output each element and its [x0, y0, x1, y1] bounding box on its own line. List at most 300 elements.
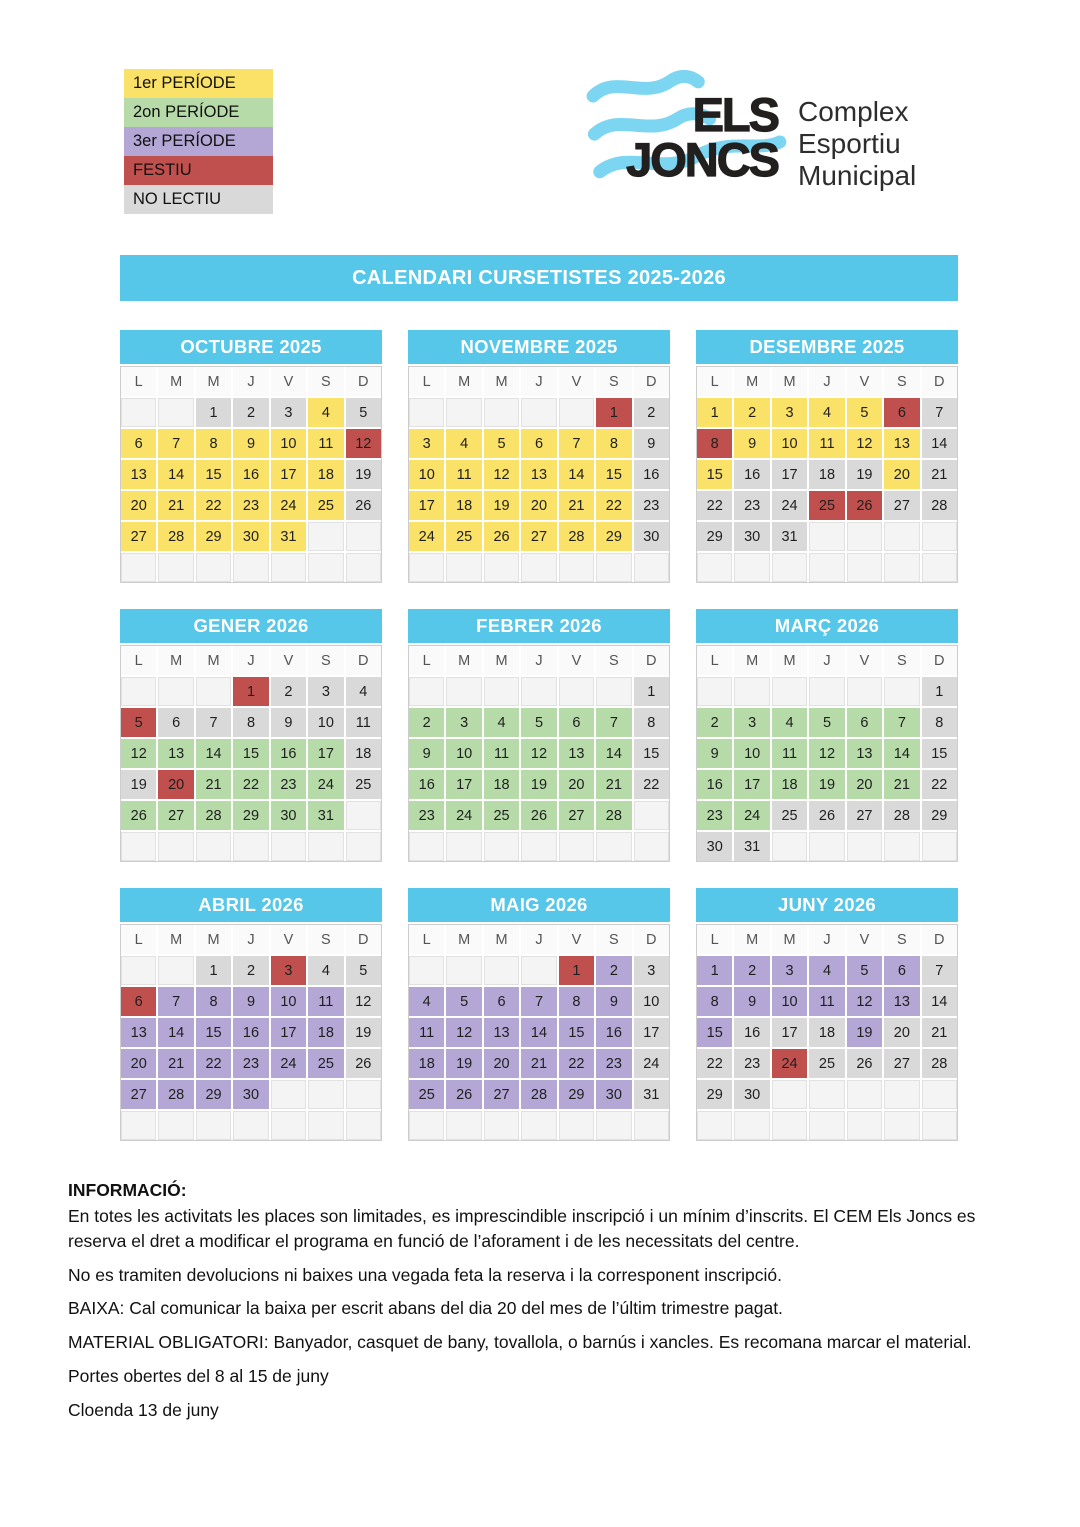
day-cell-30: 30	[734, 1080, 769, 1109]
empty-cell	[233, 832, 268, 861]
empty-cell	[484, 553, 519, 582]
month-title-juny-2026: JUNY 2026	[696, 888, 958, 922]
empty-cell	[308, 553, 343, 582]
day-cell-6: 6	[484, 987, 519, 1016]
day-cell-20: 20	[847, 770, 882, 799]
weekday-header: M	[446, 925, 481, 954]
empty-cell	[446, 832, 481, 861]
day-cell-17: 17	[772, 1018, 807, 1047]
day-cell-25: 25	[809, 1049, 844, 1078]
day-cell-27: 27	[521, 522, 556, 551]
day-cell-26: 26	[809, 801, 844, 830]
day-cell-11: 11	[308, 987, 343, 1016]
day-cell-1: 1	[922, 677, 957, 706]
day-cell-2: 2	[634, 398, 669, 427]
month-title-mar-2026: MARÇ 2026	[696, 609, 958, 643]
month-grid-maig-2026	[408, 924, 670, 1141]
month-mar-2026	[696, 609, 958, 862]
day-cell-29: 29	[596, 522, 631, 551]
day-cell-2: 2	[233, 956, 268, 985]
day-cell-23: 23	[271, 770, 306, 799]
empty-cell	[271, 1111, 306, 1140]
day-cell-7: 7	[158, 429, 193, 458]
day-cell-24: 24	[446, 801, 481, 830]
day-cell-27: 27	[884, 491, 919, 520]
day-cell-19: 19	[809, 770, 844, 799]
empty-cell	[884, 1111, 919, 1140]
day-cell-17: 17	[446, 770, 481, 799]
empty-cell	[697, 1111, 732, 1140]
day-cell-19: 19	[121, 770, 156, 799]
empty-cell	[521, 832, 556, 861]
empty-cell	[308, 832, 343, 861]
day-cell-2: 2	[233, 398, 268, 427]
empty-cell	[346, 832, 381, 861]
weekday-header: V	[559, 367, 594, 396]
weekday-header: M	[772, 367, 807, 396]
weekday-header: S	[884, 925, 919, 954]
empty-cell	[158, 553, 193, 582]
day-cell-11: 11	[809, 429, 844, 458]
weekday-header: L	[409, 925, 444, 954]
day-cell-15: 15	[196, 1018, 231, 1047]
empty-cell	[521, 956, 556, 985]
day-cell-16: 16	[596, 1018, 631, 1047]
empty-cell	[158, 1111, 193, 1140]
month-grid-desembre-2025	[696, 366, 958, 583]
empty-cell	[158, 677, 193, 706]
day-cell-27: 27	[121, 1080, 156, 1109]
day-cell-21: 21	[922, 1018, 957, 1047]
day-cell-6: 6	[884, 956, 919, 985]
day-cell-1: 1	[196, 956, 231, 985]
month-title-octubre-2025: OCTUBRE 2025	[120, 330, 382, 364]
day-cell-6: 6	[521, 429, 556, 458]
day-cell-22: 22	[559, 1049, 594, 1078]
day-cell-15: 15	[922, 739, 957, 768]
weekday-header: J	[809, 925, 844, 954]
months-grid	[120, 330, 958, 1141]
day-cell-16: 16	[734, 1018, 769, 1047]
day-cell-30: 30	[734, 522, 769, 551]
day-cell-30: 30	[697, 832, 732, 861]
weekday-header: M	[484, 367, 519, 396]
day-cell-2: 2	[409, 708, 444, 737]
day-cell-12: 12	[346, 987, 381, 1016]
day-cell-13: 13	[847, 739, 882, 768]
weekday-header: M	[734, 646, 769, 675]
day-cell-1: 1	[596, 398, 631, 427]
empty-cell	[308, 1111, 343, 1140]
day-cell-11: 11	[484, 739, 519, 768]
empty-cell	[346, 553, 381, 582]
empty-cell	[409, 1111, 444, 1140]
weekday-header: D	[346, 925, 381, 954]
month-maig-2026	[408, 888, 670, 1141]
empty-cell	[446, 1111, 481, 1140]
day-cell-17: 17	[271, 460, 306, 489]
empty-cell	[847, 832, 882, 861]
weekday-header: D	[922, 925, 957, 954]
logo	[582, 58, 982, 218]
empty-cell	[346, 1080, 381, 1109]
day-cell-28: 28	[922, 491, 957, 520]
weekday-header: V	[847, 646, 882, 675]
day-cell-18: 18	[308, 1018, 343, 1047]
day-cell-19: 19	[346, 1018, 381, 1047]
day-cell-27: 27	[559, 801, 594, 830]
weekday-header: D	[634, 367, 669, 396]
day-cell-27: 27	[884, 1049, 919, 1078]
day-cell-10: 10	[409, 460, 444, 489]
empty-cell	[634, 801, 669, 830]
day-cell-27: 27	[847, 801, 882, 830]
day-cell-2: 2	[734, 956, 769, 985]
day-cell-5: 5	[521, 708, 556, 737]
legend-item-festiu: FESTIU	[124, 156, 273, 185]
day-cell-8: 8	[922, 708, 957, 737]
weekday-header: L	[121, 367, 156, 396]
day-cell-28: 28	[521, 1080, 556, 1109]
month-grid-abril-2026	[120, 924, 382, 1141]
day-cell-5: 5	[346, 398, 381, 427]
day-cell-29: 29	[922, 801, 957, 830]
empty-cell	[196, 553, 231, 582]
empty-cell	[409, 398, 444, 427]
empty-cell	[484, 398, 519, 427]
day-cell-23: 23	[697, 801, 732, 830]
day-cell-7: 7	[559, 429, 594, 458]
day-cell-13: 13	[121, 1018, 156, 1047]
day-cell-21: 21	[596, 770, 631, 799]
logo-wordmark	[582, 88, 778, 186]
info-paragraph: En totes les activitats les places son limitades, es imprescindible inscripció i un mínim d’inscrits. El CEM Els Joncs es reserva el dret a modificar el programa en funció de l’aforament i de les necessitats del centre.	[68, 1205, 976, 1251]
empty-cell	[559, 553, 594, 582]
month-juny-2026	[696, 888, 958, 1141]
day-cell-25: 25	[484, 801, 519, 830]
day-cell-3: 3	[634, 956, 669, 985]
day-cell-4: 4	[308, 398, 343, 427]
weekday-header: J	[521, 367, 556, 396]
day-cell-24: 24	[734, 801, 769, 830]
month-febrer-2026	[408, 609, 670, 862]
weekday-header: S	[308, 925, 343, 954]
day-cell-27: 27	[121, 522, 156, 551]
empty-cell	[596, 832, 631, 861]
weekday-header: M	[484, 646, 519, 675]
day-cell-12: 12	[484, 460, 519, 489]
day-cell-16: 16	[697, 770, 732, 799]
empty-cell	[809, 522, 844, 551]
weekday-header: L	[697, 925, 732, 954]
day-cell-24: 24	[308, 770, 343, 799]
day-cell-26: 26	[446, 1080, 481, 1109]
day-cell-26: 26	[346, 491, 381, 520]
day-cell-20: 20	[884, 460, 919, 489]
day-cell-10: 10	[446, 739, 481, 768]
weekday-header: M	[772, 925, 807, 954]
empty-cell	[596, 1111, 631, 1140]
day-cell-5: 5	[484, 429, 519, 458]
day-cell-9: 9	[596, 987, 631, 1016]
day-cell-16: 16	[409, 770, 444, 799]
day-cell-14: 14	[521, 1018, 556, 1047]
day-cell-4: 4	[809, 398, 844, 427]
day-cell-3: 3	[772, 398, 807, 427]
legend-item-periode-1: 1er PERÍODE	[124, 69, 273, 98]
day-cell-1: 1	[697, 956, 732, 985]
day-cell-3: 3	[446, 708, 481, 737]
empty-cell	[697, 553, 732, 582]
day-cell-28: 28	[596, 801, 631, 830]
day-cell-18: 18	[409, 1049, 444, 1078]
legend-item-no-lectiu: NO LECTIU	[124, 185, 273, 214]
month-title-novembre-2025: NOVEMBRE 2025	[408, 330, 670, 364]
day-cell-12: 12	[446, 1018, 481, 1047]
day-cell-25: 25	[809, 491, 844, 520]
day-cell-25: 25	[772, 801, 807, 830]
empty-cell	[884, 832, 919, 861]
day-cell-11: 11	[446, 460, 481, 489]
empty-cell	[922, 1080, 957, 1109]
day-cell-20: 20	[158, 770, 193, 799]
day-cell-22: 22	[196, 1049, 231, 1078]
day-cell-2: 2	[734, 398, 769, 427]
empty-cell	[196, 832, 231, 861]
month-grid-juny-2026	[696, 924, 958, 1141]
day-cell-22: 22	[697, 491, 732, 520]
day-cell-8: 8	[196, 429, 231, 458]
weekday-header: J	[521, 646, 556, 675]
day-cell-1: 1	[233, 677, 268, 706]
day-cell-8: 8	[697, 987, 732, 1016]
weekday-header: V	[847, 925, 882, 954]
info-paragraph: MATERIAL OBLIGATORI: Banyador, casquet de bany, tovallola, o barnús i xancles. Es recomana marcar el material.	[68, 1332, 972, 1353]
empty-cell	[271, 832, 306, 861]
day-cell-20: 20	[559, 770, 594, 799]
month-grid-gener-2026	[120, 645, 382, 862]
day-cell-6: 6	[158, 708, 193, 737]
day-cell-22: 22	[922, 770, 957, 799]
day-cell-7: 7	[521, 987, 556, 1016]
day-cell-23: 23	[634, 491, 669, 520]
day-cell-20: 20	[484, 1049, 519, 1078]
empty-cell	[346, 1111, 381, 1140]
empty-cell	[158, 956, 193, 985]
day-cell-7: 7	[196, 708, 231, 737]
day-cell-8: 8	[596, 429, 631, 458]
day-cell-9: 9	[697, 739, 732, 768]
empty-cell	[559, 1111, 594, 1140]
empty-cell	[809, 553, 844, 582]
empty-cell	[158, 398, 193, 427]
day-cell-17: 17	[308, 739, 343, 768]
empty-cell	[847, 677, 882, 706]
empty-cell	[308, 1080, 343, 1109]
day-cell-22: 22	[697, 1049, 732, 1078]
empty-cell	[772, 553, 807, 582]
day-cell-15: 15	[697, 460, 732, 489]
day-cell-27: 27	[484, 1080, 519, 1109]
weekday-header: M	[446, 646, 481, 675]
day-cell-20: 20	[884, 1018, 919, 1047]
day-cell-14: 14	[559, 460, 594, 489]
calendar-title-banner: CALENDARI CURSETISTES 2025-2026	[120, 255, 958, 301]
day-cell-18: 18	[308, 460, 343, 489]
empty-cell	[809, 1111, 844, 1140]
day-cell-5: 5	[121, 708, 156, 737]
day-cell-14: 14	[596, 739, 631, 768]
day-cell-19: 19	[847, 1018, 882, 1047]
day-cell-8: 8	[697, 429, 732, 458]
day-cell-17: 17	[734, 770, 769, 799]
day-cell-9: 9	[734, 429, 769, 458]
day-cell-19: 19	[521, 770, 556, 799]
weekday-header: S	[596, 925, 631, 954]
day-cell-29: 29	[196, 522, 231, 551]
weekday-header: M	[158, 646, 193, 675]
day-cell-6: 6	[884, 398, 919, 427]
weekday-header: D	[346, 367, 381, 396]
day-cell-21: 21	[884, 770, 919, 799]
empty-cell	[484, 832, 519, 861]
day-cell-14: 14	[922, 987, 957, 1016]
month-gener-2026	[120, 609, 382, 862]
day-cell-18: 18	[809, 460, 844, 489]
day-cell-28: 28	[196, 801, 231, 830]
day-cell-24: 24	[271, 1049, 306, 1078]
day-cell-12: 12	[346, 429, 381, 458]
day-cell-31: 31	[271, 522, 306, 551]
empty-cell	[158, 832, 193, 861]
weekday-header: M	[484, 925, 519, 954]
empty-cell	[847, 1111, 882, 1140]
empty-cell	[196, 1111, 231, 1140]
day-cell-26: 26	[521, 801, 556, 830]
empty-cell	[847, 553, 882, 582]
day-cell-8: 8	[559, 987, 594, 1016]
day-cell-13: 13	[484, 1018, 519, 1047]
day-cell-12: 12	[809, 739, 844, 768]
day-cell-26: 26	[484, 522, 519, 551]
empty-cell	[446, 398, 481, 427]
month-octubre-2025	[120, 330, 382, 583]
empty-cell	[922, 1111, 957, 1140]
weekday-header: S	[596, 367, 631, 396]
day-cell-26: 26	[847, 491, 882, 520]
weekday-header: L	[121, 646, 156, 675]
day-cell-23: 23	[409, 801, 444, 830]
weekday-header: J	[809, 367, 844, 396]
weekday-header: M	[196, 367, 231, 396]
day-cell-10: 10	[308, 708, 343, 737]
day-cell-1: 1	[697, 398, 732, 427]
day-cell-19: 19	[346, 460, 381, 489]
month-desembre-2025	[696, 330, 958, 583]
day-cell-16: 16	[634, 460, 669, 489]
legend	[124, 69, 273, 214]
logo-subtitle	[798, 96, 916, 192]
empty-cell	[521, 553, 556, 582]
empty-cell	[521, 398, 556, 427]
info-section	[68, 1178, 1024, 1423]
day-cell-20: 20	[121, 1049, 156, 1078]
day-cell-15: 15	[196, 460, 231, 489]
weekday-header: M	[158, 925, 193, 954]
day-cell-6: 6	[847, 708, 882, 737]
empty-cell	[884, 677, 919, 706]
empty-cell	[409, 677, 444, 706]
empty-cell	[884, 553, 919, 582]
day-cell-15: 15	[559, 1018, 594, 1047]
month-title-desembre-2025: DESEMBRE 2025	[696, 330, 958, 364]
weekday-header: L	[697, 367, 732, 396]
empty-cell	[734, 1111, 769, 1140]
empty-cell	[308, 522, 343, 551]
day-cell-2: 2	[271, 677, 306, 706]
day-cell-9: 9	[409, 739, 444, 768]
month-grid-mar-2026	[696, 645, 958, 862]
empty-cell	[346, 522, 381, 551]
month-title-abril-2026: ABRIL 2026	[120, 888, 382, 922]
info-paragraph: Cloenda 13 de juny	[68, 1399, 219, 1420]
day-cell-23: 23	[233, 491, 268, 520]
empty-cell	[772, 832, 807, 861]
empty-cell	[446, 553, 481, 582]
empty-cell	[409, 832, 444, 861]
logo-subtitle-line: Esportiu	[798, 128, 901, 159]
weekday-header: M	[734, 367, 769, 396]
empty-cell	[809, 677, 844, 706]
day-cell-10: 10	[734, 739, 769, 768]
empty-cell	[446, 956, 481, 985]
weekday-header: V	[271, 925, 306, 954]
empty-cell	[884, 1080, 919, 1109]
day-cell-25: 25	[409, 1080, 444, 1109]
day-cell-17: 17	[634, 1018, 669, 1047]
day-cell-12: 12	[521, 739, 556, 768]
month-title-gener-2026: GENER 2026	[120, 609, 382, 643]
day-cell-6: 6	[121, 987, 156, 1016]
day-cell-9: 9	[233, 429, 268, 458]
weekday-header: D	[922, 367, 957, 396]
day-cell-24: 24	[772, 491, 807, 520]
day-cell-4: 4	[409, 987, 444, 1016]
day-cell-25: 25	[308, 491, 343, 520]
day-cell-8: 8	[233, 708, 268, 737]
day-cell-3: 3	[271, 398, 306, 427]
day-cell-28: 28	[158, 1080, 193, 1109]
day-cell-16: 16	[734, 460, 769, 489]
day-cell-1: 1	[559, 956, 594, 985]
day-cell-17: 17	[271, 1018, 306, 1047]
day-cell-5: 5	[446, 987, 481, 1016]
info-heading: INFORMACIÓ:	[68, 1180, 187, 1200]
month-abril-2026	[120, 888, 382, 1141]
weekday-header: L	[697, 646, 732, 675]
weekday-header: J	[521, 925, 556, 954]
weekday-header: D	[634, 646, 669, 675]
empty-cell	[121, 553, 156, 582]
day-cell-27: 27	[158, 801, 193, 830]
empty-cell	[121, 398, 156, 427]
day-cell-18: 18	[772, 770, 807, 799]
day-cell-8: 8	[196, 987, 231, 1016]
weekday-header: L	[121, 925, 156, 954]
day-cell-28: 28	[559, 522, 594, 551]
day-cell-19: 19	[446, 1049, 481, 1078]
legend-item-periode-2: 2on PERÍODE	[124, 98, 273, 127]
